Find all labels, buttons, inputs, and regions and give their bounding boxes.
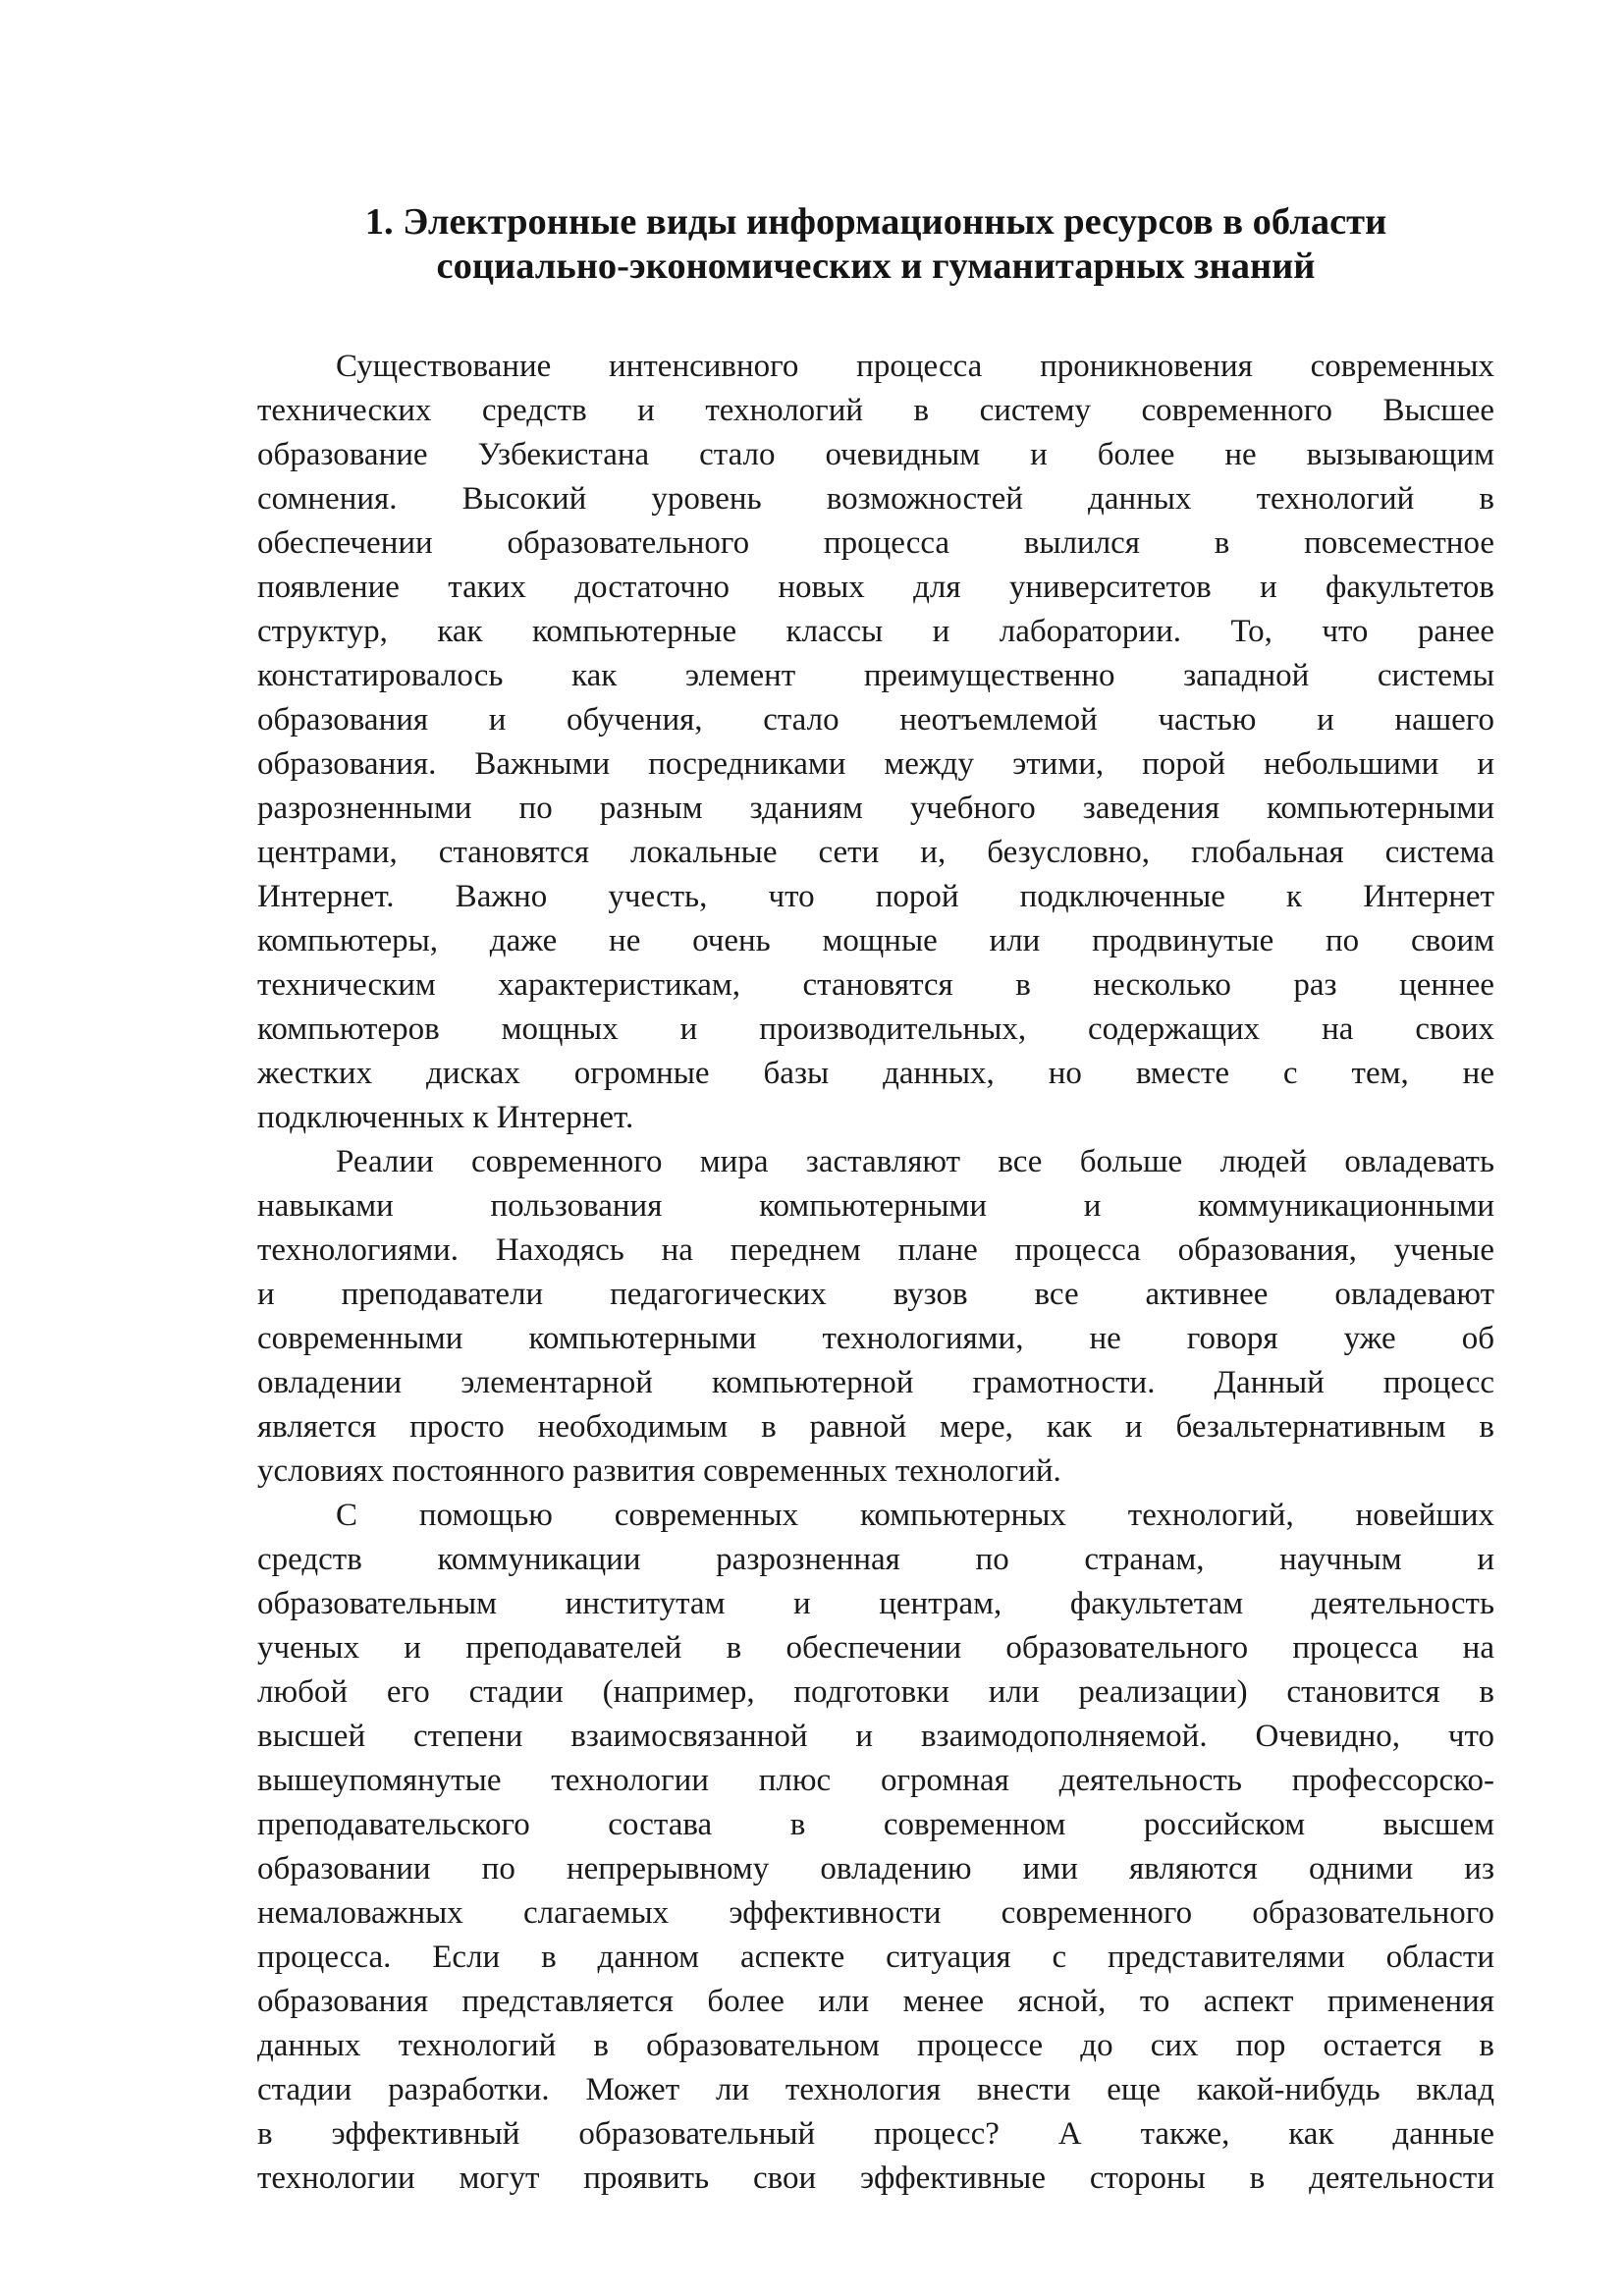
text-line: Интернет. Важно учесть, что порой подключенные к Интернет — [257, 879, 1494, 914]
text-line: сомнения. Высокий уровень возможностей данных технологий в — [257, 481, 1494, 517]
text-line: компьютеры, даже не очень мощные или продвинутые по своим — [257, 923, 1494, 958]
text-line: появление таких достаточно новых для университетов и факультетов — [257, 570, 1494, 605]
text-line: образовании по непрерывному овладению ими являются одними из — [257, 1851, 1494, 1886]
text-line: образования представляется более или менее ясной, то аспект применения — [257, 1984, 1494, 2019]
text-line: обеспечении образовательного процесса вылился в повсеместное — [257, 525, 1494, 561]
text-line: образования. Важными посредниками между этими, порой небольшими и — [257, 746, 1494, 782]
text-line: центрами, становятся локальные сети и, безусловно, глобальная система — [257, 835, 1494, 870]
text-line: Реалии современного мира заставляют все больше людей овладевать — [336, 1144, 1494, 1179]
text-line: разрозненными по разным зданиям учебного заведения компьютерными — [257, 791, 1494, 826]
text-line: процесса. Если в данном аспекте ситуация с представителями области — [257, 1940, 1494, 1975]
text-line: современными компьютерными технологиями, не говоря уже об — [257, 1321, 1494, 1356]
text-line: образования и обучения, стало неотъемлемой частью и нашего — [257, 702, 1494, 738]
paragraph-1 — [257, 345, 1494, 1140]
text-line: немаловажных слагаемых эффективности современного образовательного — [257, 1895, 1494, 1931]
text-line: является просто необходимым в равной мере, как и безальтернативным в — [257, 1409, 1494, 1445]
section-heading — [257, 200, 1494, 289]
text-line: и преподаватели педагогических вузов все активнее овладевают — [257, 1277, 1494, 1312]
text-line: стадии разработки. Может ли технология внести еще какой-нибудь вклад — [257, 2072, 1494, 2107]
text-line: образование Узбекистана стало очевидным и более не вызывающим — [257, 437, 1494, 472]
heading-line: социально-экономических и гуманитарных знаний — [436, 246, 1316, 287]
text-line: данных технологий в образовательном процессе до сих пор остается в — [257, 2028, 1494, 2063]
paragraph-2 — [257, 1140, 1494, 1494]
text-line: компьютеров мощных и производительных, содержащих на своих — [257, 1011, 1494, 1047]
text-line: технологиями. Находясь на переднем плане процесса образования, ученые — [257, 1232, 1494, 1268]
body-text — [257, 345, 1494, 2201]
text-line: технических средств и технологий в систему современного Высшее — [257, 393, 1494, 428]
text-line: технологии могут проявить свои эффективные стороны в деятельности — [257, 2160, 1494, 2196]
paragraph-3 — [257, 1494, 1494, 2201]
text-line: подключенных к Интернет. — [257, 1100, 634, 1135]
text-line: образовательным институтам и центрам, факультетам деятельность — [257, 1586, 1494, 1621]
text-line: преподавательского состава в современном российском высшем — [257, 1807, 1494, 1842]
text-line: вышеупомянутые технологии плюс огромная деятельность профессорско- — [257, 1763, 1494, 1798]
text-line: структур, как компьютерные классы и лаборатории. То, что ранее — [257, 614, 1494, 649]
heading-line: 1. Электронные виды информационных ресурсов в области — [364, 201, 1387, 243]
text-line: жестких дисках огромные базы данных, но вместе с тем, не — [257, 1056, 1494, 1091]
text-line: любой его стадии (например, подготовки или реализации) становится в — [257, 1674, 1494, 1710]
text-line: условиях постоянного развития современных технологий. — [257, 1453, 1061, 1489]
text-line: техническим характеристикам, становятся в несколько раз ценнее — [257, 967, 1494, 1003]
text-line: ученых и преподавателей в обеспечении образовательного процесса на — [257, 1630, 1494, 1666]
text-line: средств коммуникации разрозненная по странам, научным и — [257, 1542, 1494, 1577]
text-line: констатировалось как элемент преимущественно западной системы — [257, 658, 1494, 693]
text-line: С помощью современных компьютерных технологий, новейших — [336, 1498, 1494, 1533]
text-line: в эффективный образовательный процесс? А также, как данные — [257, 2116, 1494, 2152]
text-line: высшей степени взаимосвязанной и взаимодополняемой. Очевидно, что — [257, 1719, 1494, 1754]
text-line: Существование интенсивного процесса проникновения современных — [336, 349, 1494, 384]
text-line: навыками пользования компьютерными и коммуникационными — [257, 1188, 1494, 1224]
text-line: овладении элементарной компьютерной грамотности. Данный процесс — [257, 1365, 1494, 1400]
